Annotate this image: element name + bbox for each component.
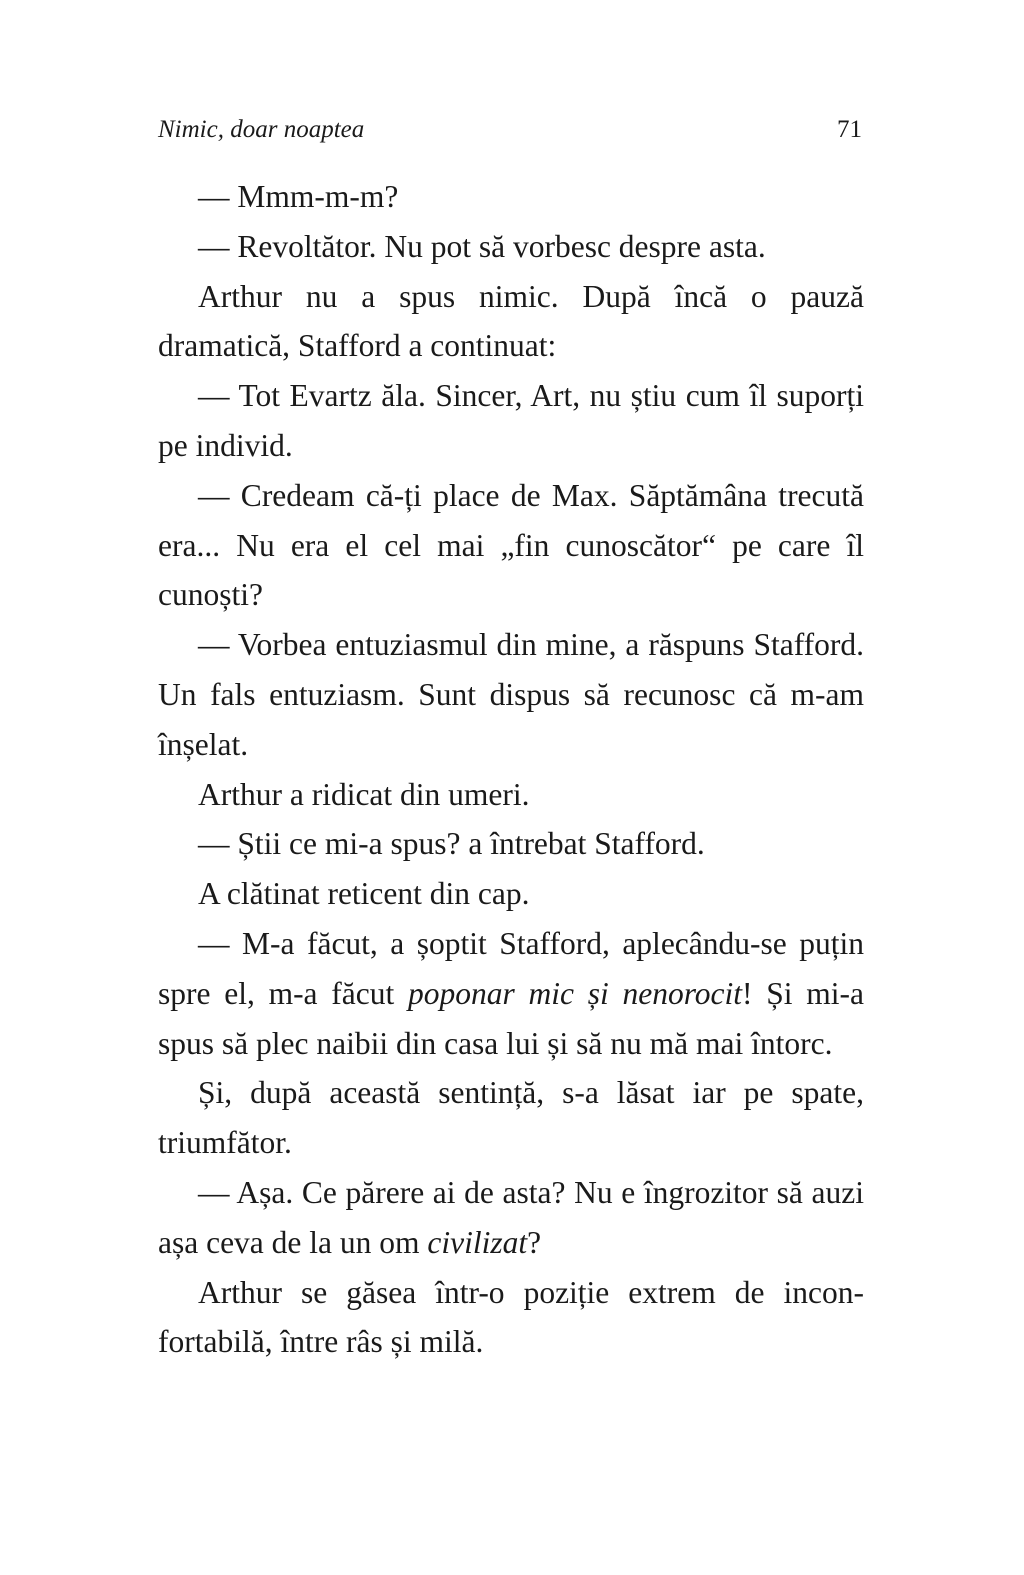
emphasized-text: poponar mic și nenorocit [407,975,743,1011]
body-text [158,172,864,1367]
paragraph [158,1168,864,1268]
paragraph: — Credeam că-ți place de Max. Săptămâna trecută era... Nu era el cel mai „fin cunoscător“ pe care îl cunoști? [158,477,864,613]
paragraph: — Vorbea entuziasmul din mine, a răspuns Stafford. Un fals entuziasm. Sunt dispus să recunosc că m-am înșelat. [158,627,864,762]
paragraph-text: ? [527,1224,542,1260]
page-number: 71 [837,116,862,143]
paragraph-text: — M-a făcut, a șoptit Stafford, aplecându-se puțin spre el, m-a făcut [158,925,864,1011]
paragraph: — Mmm-m-m? [198,179,399,214]
paragraph: — Revoltător. Nu pot să vorbesc despre asta. [198,228,766,264]
paragraph: A clătinat reticent din cap. [198,876,530,912]
paragraph [158,919,864,1068]
paragraph: — Știi ce mi-a spus? a întrebat Stafford. [198,826,705,862]
paragraph: Arthur se găsea într-o poziție extrem de inconfortabilă, între râs și milă. [158,1274,864,1360]
paragraph-text: ! Și mi-a spus să plec naibii din casa lui și să nu mă mai întorc. [158,975,864,1061]
paragraph: Arthur nu a spus nimic. După încă o pauză dramatică, Stafford a continuat: [158,278,864,364]
paragraph: Arthur a ridicat din umeri. [198,776,530,812]
book-title: Nimic, doar noaptea [158,116,365,143]
paragraph: Și, după această sentință, s-a lăsat iar pe spate, triumfător. [158,1075,864,1161]
paragraph: — Tot Evartz ăla. Sincer, Art, nu știu cum îl suporți pe individ. [158,378,864,463]
running-header [158,112,864,152]
paragraph-text: — Așa. Ce părere ai de asta? Nu e îngrozitor să auzi așa ceva de la un om [158,1174,864,1260]
emphasized-text: civilizat [427,1224,528,1260]
